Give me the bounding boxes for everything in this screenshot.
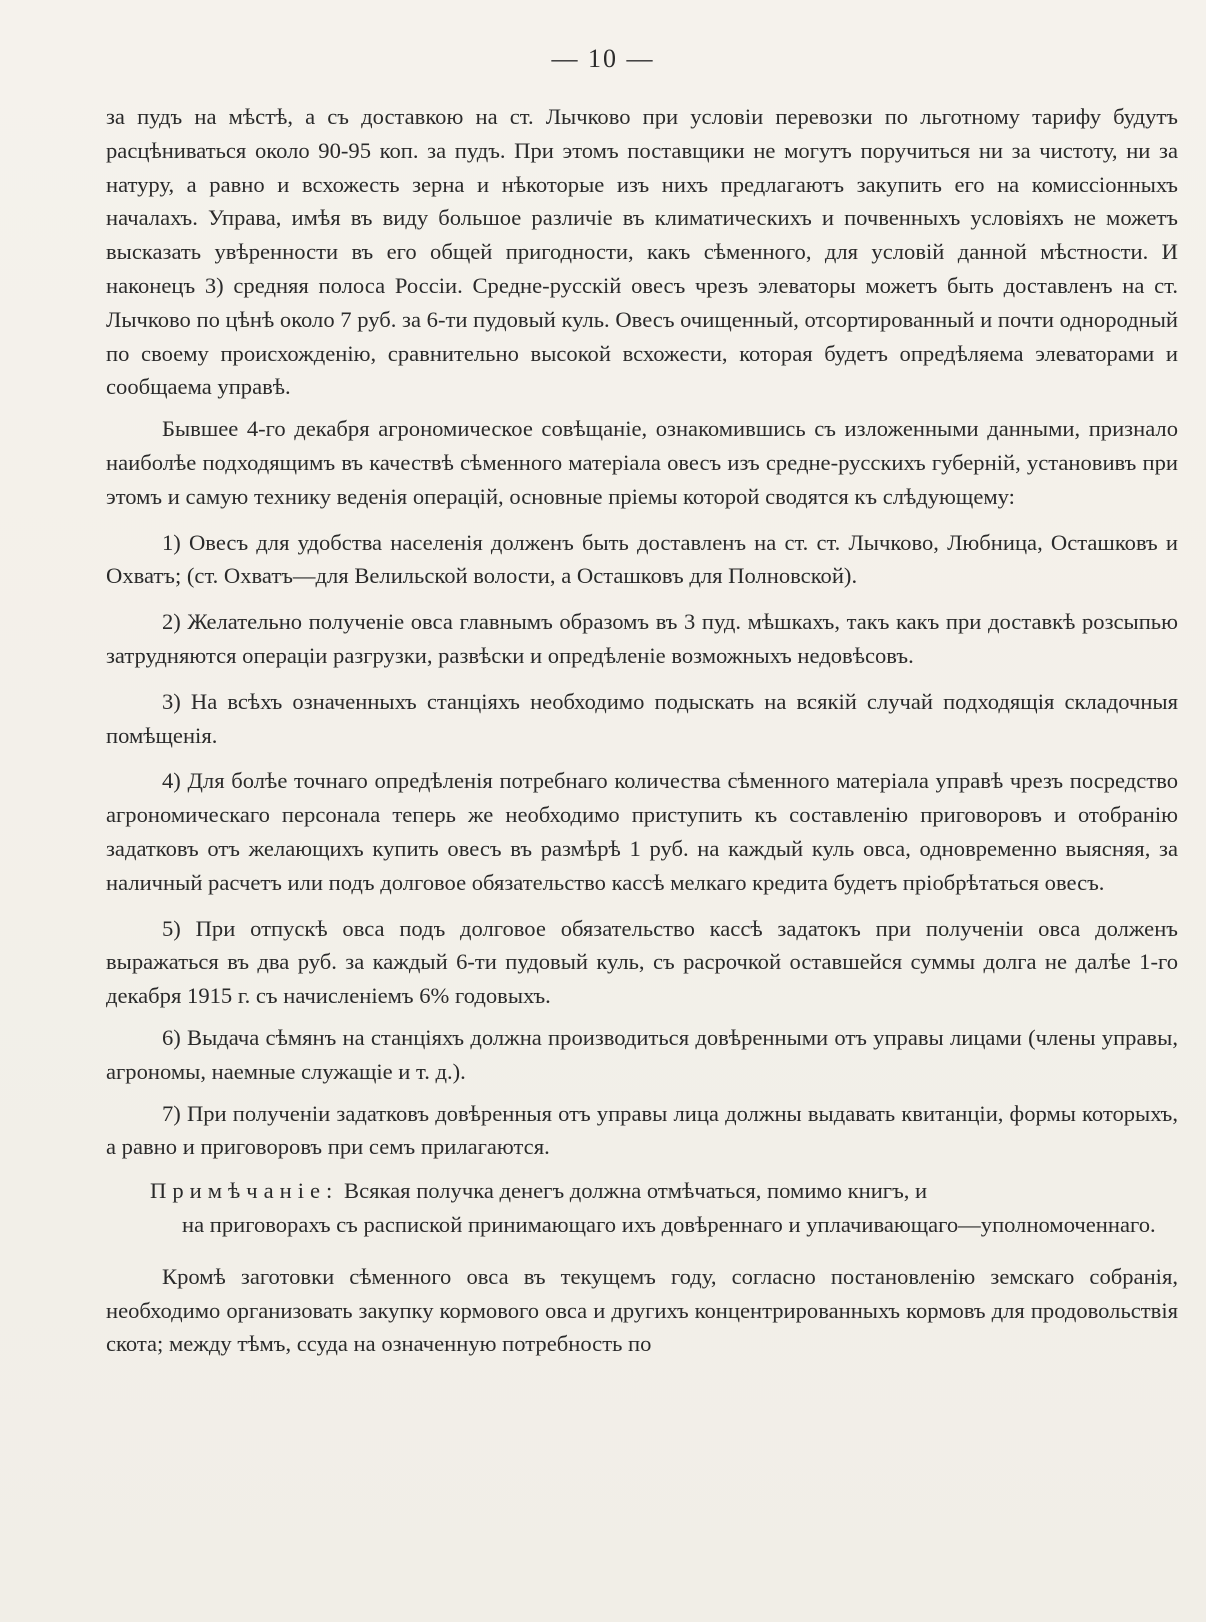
paragraph-final: Кромѣ заготовки сѣменного овса въ текущемъ году, согласно постановленію земскаго собранія, необходимо организовать закупку кормового овса и другихъ концентрированныхъ кормовъ для продовольствія скота; между тѣмъ, ссуда на означенную потребность по xyxy=(106,1263,1178,1357)
list-item-5: 5) При отпускѣ овса подъ долговое обязательство кассѣ задатокъ при полученіи овса долженъ выражаться въ два руб. за каждый 6-ти пудовый куль, съ расрочкой оставшейся суммы долга не далѣе 1-го декабря 1915 г. съ начисленіемъ 6% годовыхъ. xyxy=(106,915,1178,1009)
list-item-1: 1) Овесъ для удобства населенія долженъ быть доставленъ на ст. ст. Лычково, Любница, Осташковъ и Охватъ; (ст. Охватъ—для Велильской волости, а Осташковъ для Полновской). xyxy=(106,529,1178,589)
paragraph-continuation: за пудъ на мѣстѣ, а съ доставкою на ст. Лычково при условіи перевозки по льготному тарифу будутъ расцѣниваться около 90-95 коп. за пудъ. При этомъ поставщики не могутъ поручиться ни за чистоту, ни за натуру, а равно и всхожесть зерна и нѣкоторые изъ нихъ предлагаютъ закупить его на комиссіонныхъ началахъ. Управа, имѣя въ виду большое различіе въ климатическихъ и почвенныхъ условіяхъ не можетъ высказать увѣренности въ его общей пригодности, какъ сѣменного, для условій данной мѣстности. И наконецъ 3) средняя полоса Россіи. Средне-русскій овесъ чрезъ элеваторы можетъ быть доставленъ на ст. Лычково по цѣнѣ около 7 руб. за 6-ти пудовый куль. Овесъ очищенный, отсортированный и почти однородный по своему происхожденію, сравнительно высокой всхожести, которая будетъ опредѣляема элеваторами и сообщаема управѣ. xyxy=(106,104,1178,400)
page-number: — 10 — xyxy=(551,44,655,73)
document-body xyxy=(106,100,1178,1361)
list-item-7: 7) При полученіи задатковъ довѣренныя отъ управы лица должны выдавать квитанціи, формы которыхъ, а равно и приговоровъ при семъ прилагаются. xyxy=(106,1100,1178,1160)
list-item-6: 6) Выдача сѣмянъ на станціяхъ должна производиться довѣренными отъ управы лицами (члены управы, агрономы, наемные служащіе и т. д.). xyxy=(106,1024,1178,1084)
list-item-3: 3) На всѣхъ означенныхъ станціяхъ необходимо подыскать на всякій случай подходящія складочныя помѣщенія. xyxy=(106,688,1178,748)
note-continuation: на приговорахъ съ распиской принимающаго ихъ довѣреннаго и уплачивающаго—уполномоченнаго. xyxy=(182,1211,1156,1237)
paragraph-meeting: Бывшее 4-го декабря агрономическое совѣщаніе, ознакомившись съ изложенными данными, признало наиболѣе подходящимъ въ качествѣ сѣменного матеріала овесъ изъ средне-русскихъ губерній, установивъ при этомъ и самую технику веденія операцій, основные пріемы которой сводятся къ слѣдующему: xyxy=(106,416,1178,509)
note-text-first: Всякая получка денегъ должна отмѣчаться, помимо книгъ, и xyxy=(344,1178,928,1204)
list-item-4: 4) Для болѣе точнаго опредѣленія потребнаго количества сѣменного матеріала управѣ чрезъ посредство агрономическаго персонала теперь же необходимо приступить къ составленію приговоровъ и отобранію задатковъ отъ желающихъ купить овесъ въ размѣрѣ 1 руб. на каждый куль овса, одновременно выясняя, за наличный расчетъ или подъ долговое обязательство кассѣ мелкаго кредита будетъ пріобрѣтаться овесъ. xyxy=(106,768,1178,895)
list-item-2: 2) Желательно полученіе овса главнымъ образомъ въ 3 пуд. мѣшкахъ, такъ какъ при доставкѣ розсыпью затрудняются операціи разгрузки, развѣски и опредѣленіе возможныхъ недовѣсовъ. xyxy=(106,609,1178,668)
note-label: Примѣчаніе: xyxy=(150,1178,339,1204)
note-first-line xyxy=(106,1174,1178,1208)
